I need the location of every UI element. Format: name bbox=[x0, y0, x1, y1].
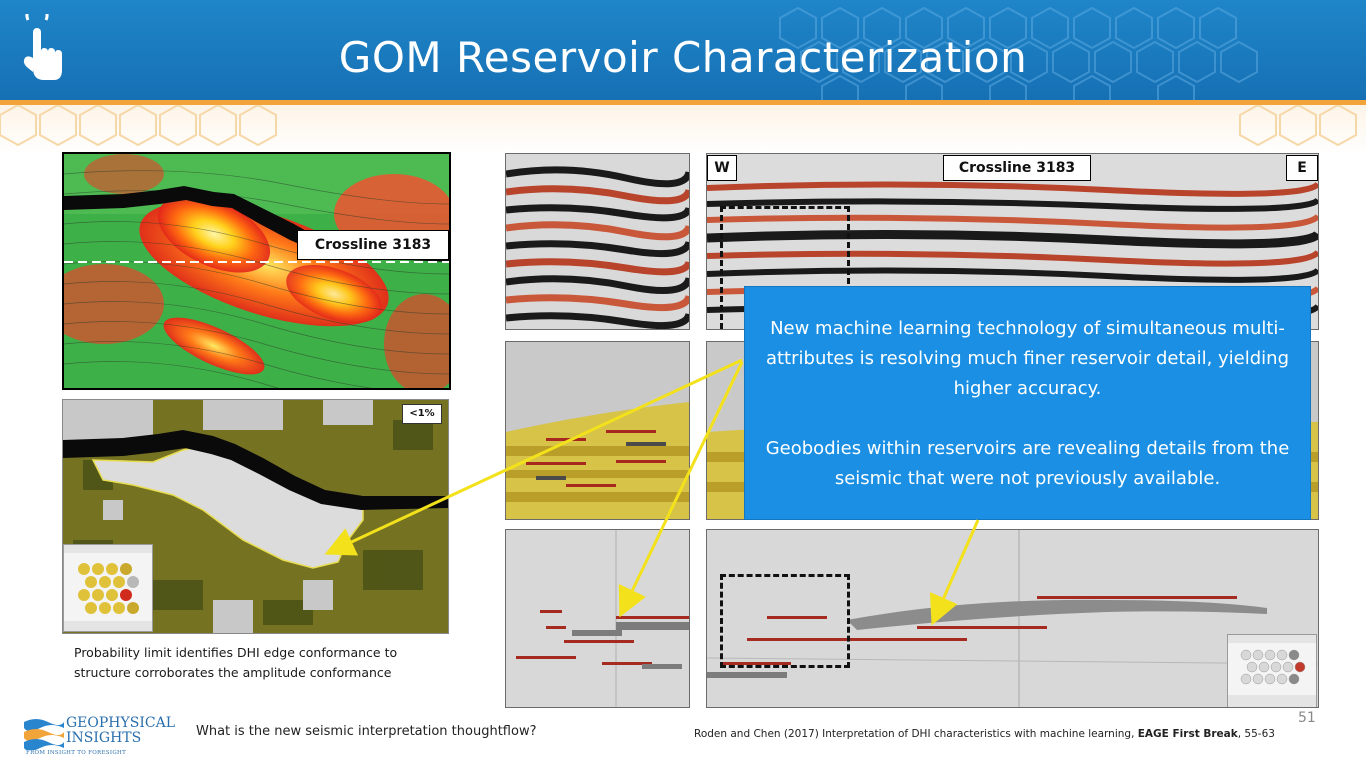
som-hexagon-grid-small bbox=[1228, 635, 1316, 707]
map-caption: Probability limit identifies DHI edge conformance to structure corroborates the amplitude conformance bbox=[74, 645, 398, 680]
som-classification-detail-image bbox=[506, 342, 689, 519]
amplitude-map-image bbox=[64, 154, 449, 388]
callout-paragraph-1: New machine learning technology of simultaneous multi-attributes is resolving much finer reservoir detail, yielding higher accuracy. bbox=[765, 318, 1290, 399]
logo-name-line-1: GEOPHYSICAL bbox=[66, 715, 175, 731]
zoom-region-box-bottom bbox=[720, 574, 850, 668]
seismic-amplitude-detail bbox=[505, 153, 690, 330]
reference-prefix: Roden and Chen (2017) Interpretation of DHI characteristics with machine learning, bbox=[694, 728, 1138, 740]
hexagon-outline-pattern bbox=[0, 105, 1366, 155]
geophysical-insights-logo bbox=[22, 716, 182, 762]
logo-wave-icon bbox=[22, 716, 66, 750]
seismic-crossline-label: Crossline 3183 bbox=[943, 155, 1091, 181]
geobody-detail-image bbox=[506, 530, 689, 707]
map-crossline-label: Crossline 3183 bbox=[297, 230, 449, 260]
probability-label: <1% bbox=[402, 404, 442, 424]
amplitude-map bbox=[62, 152, 451, 390]
probability-map bbox=[62, 399, 449, 634]
seismic-amplitude-detail-image bbox=[506, 154, 689, 329]
west-label: W bbox=[707, 155, 737, 181]
page-number: 51 bbox=[1298, 710, 1316, 726]
callout-paragraph-2: Geobodies within reservoirs are revealing details from the seismic that were not previously available. bbox=[765, 438, 1290, 489]
logo-tagline: FROM INSIGHT TO FORESIGHT bbox=[26, 750, 127, 756]
som-palette-widget-small[interactable] bbox=[1227, 634, 1317, 708]
hexagon-band bbox=[0, 105, 1366, 155]
logo-wordmark bbox=[66, 716, 175, 746]
som-palette-widget[interactable] bbox=[63, 544, 153, 632]
key-insight-callout bbox=[744, 286, 1311, 520]
footer-reference bbox=[694, 728, 1275, 740]
footer-question: What is the new seismic interpretation thoughtflow? bbox=[196, 724, 537, 739]
slide-title: GOM Reservoir Characterization bbox=[338, 33, 1028, 82]
reference-journal: EAGE First Break bbox=[1137, 728, 1238, 740]
reference-suffix: , 55-63 bbox=[1237, 728, 1275, 740]
som-classification-detail bbox=[505, 341, 690, 520]
som-hexagon-grid bbox=[64, 545, 152, 631]
east-label: E bbox=[1286, 155, 1318, 181]
logo-name-line-2: INSIGHTS bbox=[66, 730, 142, 746]
slide-header bbox=[0, 0, 1366, 103]
geobody-detail bbox=[505, 529, 690, 708]
